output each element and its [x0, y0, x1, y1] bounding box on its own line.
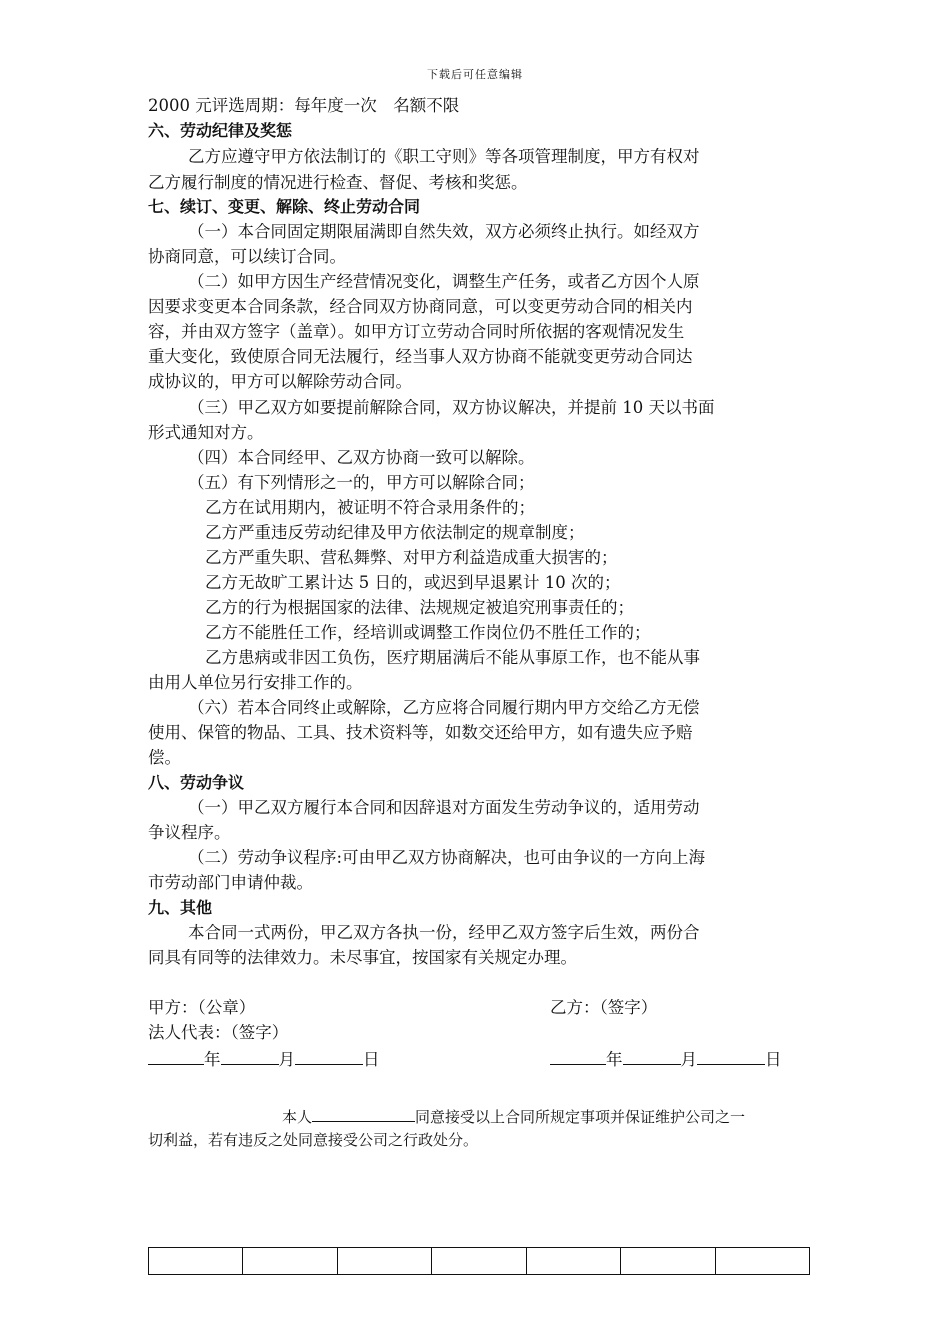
legal-rep-label: 法人代表：（签字） — [148, 1023, 289, 1042]
month-blank[interactable] — [623, 1047, 681, 1065]
table-cell — [621, 1248, 715, 1274]
footer-table — [148, 1247, 810, 1275]
year-blank[interactable] — [550, 1047, 606, 1065]
declaration-suffix: 同意接受以上合同所规定事项并保证维护公司之一 — [415, 1108, 746, 1126]
list-item: 乙方不能胜任工作，经培训或调整工作岗位仍不胜任工作的； — [205, 623, 651, 642]
section-6-title: 六、劳动纪律及奖惩 — [148, 121, 293, 140]
list-item: 乙方的行为根据国家的法律、法规规定被追究刑事责任的； — [205, 598, 634, 617]
paragraph-line: 容，并由双方签字（盖章）。如甲方订立劳动合同时所依据的客观情况发生 — [148, 322, 685, 341]
paragraph-line: （三）甲乙双方如要提前解除合同，双方协议解决，并提前 10 天以书面 — [188, 398, 715, 417]
section-8-title: 八、劳动争议 — [148, 773, 245, 792]
paragraph-line: 因要求变更本合同条款，经合同双方协商同意，可以变更劳动合同的相关内 — [148, 297, 693, 316]
paragraph-line: （一）本合同固定期限届满即自然失效，双方必须终止执行。如经双方 — [188, 222, 700, 241]
paragraph-line: （二）劳动争议程序:可由甲乙双方协商解决，也可由争议的一方向上海 — [188, 848, 706, 867]
paragraph-line: （五）有下列情形之一的，甲方可以解除合同； — [188, 473, 535, 492]
paragraph-line: 使用、保管的物品、工具、技术资料等，如数交还给甲方，如有遗失应予赔 — [148, 723, 693, 742]
paragraph-line: 本合同一式两份，甲乙双方各执一份，经甲乙双方签字后生效，两份合 — [188, 923, 700, 942]
day-blank[interactable] — [295, 1047, 363, 1065]
party-b-date — [550, 1047, 782, 1071]
section-9-title: 九、其他 — [148, 898, 213, 917]
paragraph-line: 成协议的，甲方可以解除劳动合同。 — [148, 372, 412, 391]
section-7-title: 七、续订、变更、解除、终止劳动合同 — [148, 197, 421, 216]
list-item: 乙方无故旷工累计达 5 日的，或迟到早退累计 10 次的； — [205, 573, 621, 592]
list-item: 乙方严重失职、营私舞弊、对甲方利益造成重大损害的； — [205, 548, 618, 567]
month-label: 月 — [278, 1050, 295, 1069]
paragraph-line: （四）本合同经甲、乙双方协商一致可以解除。 — [188, 448, 535, 467]
year-blank[interactable] — [148, 1047, 204, 1065]
month-blank[interactable] — [221, 1047, 279, 1065]
paragraph-line: 乙方应遵守甲方依法制订的《职工守则》等各项管理制度，甲方有权对 — [188, 147, 700, 166]
paragraph-line: 争议程序。 — [148, 823, 231, 842]
month-label: 月 — [680, 1050, 697, 1069]
list-item-tail: 由用人单位另行安排工作的。 — [148, 673, 363, 692]
paragraph-line: 乙方履行制度的情况进行检查、督促、考核和奖惩。 — [148, 173, 528, 192]
day-label: 日 — [363, 1050, 380, 1069]
party-b-label: 乙方：（签字） — [550, 998, 658, 1017]
table-cell — [432, 1248, 526, 1274]
paragraph-line: 同具有同等的法律效力。未尽事宜，按国家有关规定办理。 — [148, 948, 577, 967]
paragraph-line: （一）甲乙双方履行本合同和因辞退对方面发生劳动争议的，适用劳动 — [188, 798, 700, 817]
list-item: 乙方严重违反劳动纪律及甲方依法制定的规章制度； — [205, 523, 585, 542]
day-label: 日 — [765, 1050, 782, 1069]
paragraph-line: 市劳动部门申请仲裁。 — [148, 873, 313, 892]
paragraph-line: 重大变化，致使原合同无法履行，经当事人双方协商不能就变更劳动合同达 — [148, 347, 693, 366]
day-blank[interactable] — [697, 1047, 765, 1065]
table-cell — [243, 1248, 337, 1274]
name-blank[interactable] — [312, 1104, 415, 1122]
paragraph-line: （六）若本合同终止或解除，乙方应将合同履行期内甲方交给乙方无偿 — [188, 698, 700, 717]
party-a-date — [148, 1047, 380, 1071]
list-item: 乙方在试用期内，被证明不符合录用条件的； — [205, 498, 535, 517]
declaration-line-2: 切利益，若有违反之处同意接受公司之行政处分。 — [148, 1131, 479, 1149]
table-cell — [527, 1248, 621, 1274]
declaration-line-1 — [282, 1104, 745, 1128]
paragraph-line: 偿。 — [148, 748, 181, 767]
paragraph-line: 协商同意，可以续订合同。 — [148, 247, 346, 266]
paragraph-line: 形式通知对方。 — [148, 423, 264, 442]
year-label: 年 — [204, 1050, 221, 1069]
party-a-label: 甲方：（公章） — [148, 998, 256, 1017]
intro-line: 2000 元评选周期：每年度一次 名额不限 — [148, 96, 460, 115]
table-cell — [149, 1248, 243, 1274]
table-cell — [716, 1248, 809, 1274]
list-item: 乙方患病或非因工负伤，医疗期届满后不能从事原工作，也不能从事 — [205, 648, 700, 667]
table-cell — [338, 1248, 432, 1274]
year-label: 年 — [606, 1050, 623, 1069]
declaration-prefix: 本人 — [282, 1108, 313, 1126]
paragraph-line: （二）如甲方因生产经营情况变化，调整生产任务，或者乙方因个人原 — [188, 272, 700, 291]
header-note: 下载后可任意编辑 — [427, 68, 523, 81]
